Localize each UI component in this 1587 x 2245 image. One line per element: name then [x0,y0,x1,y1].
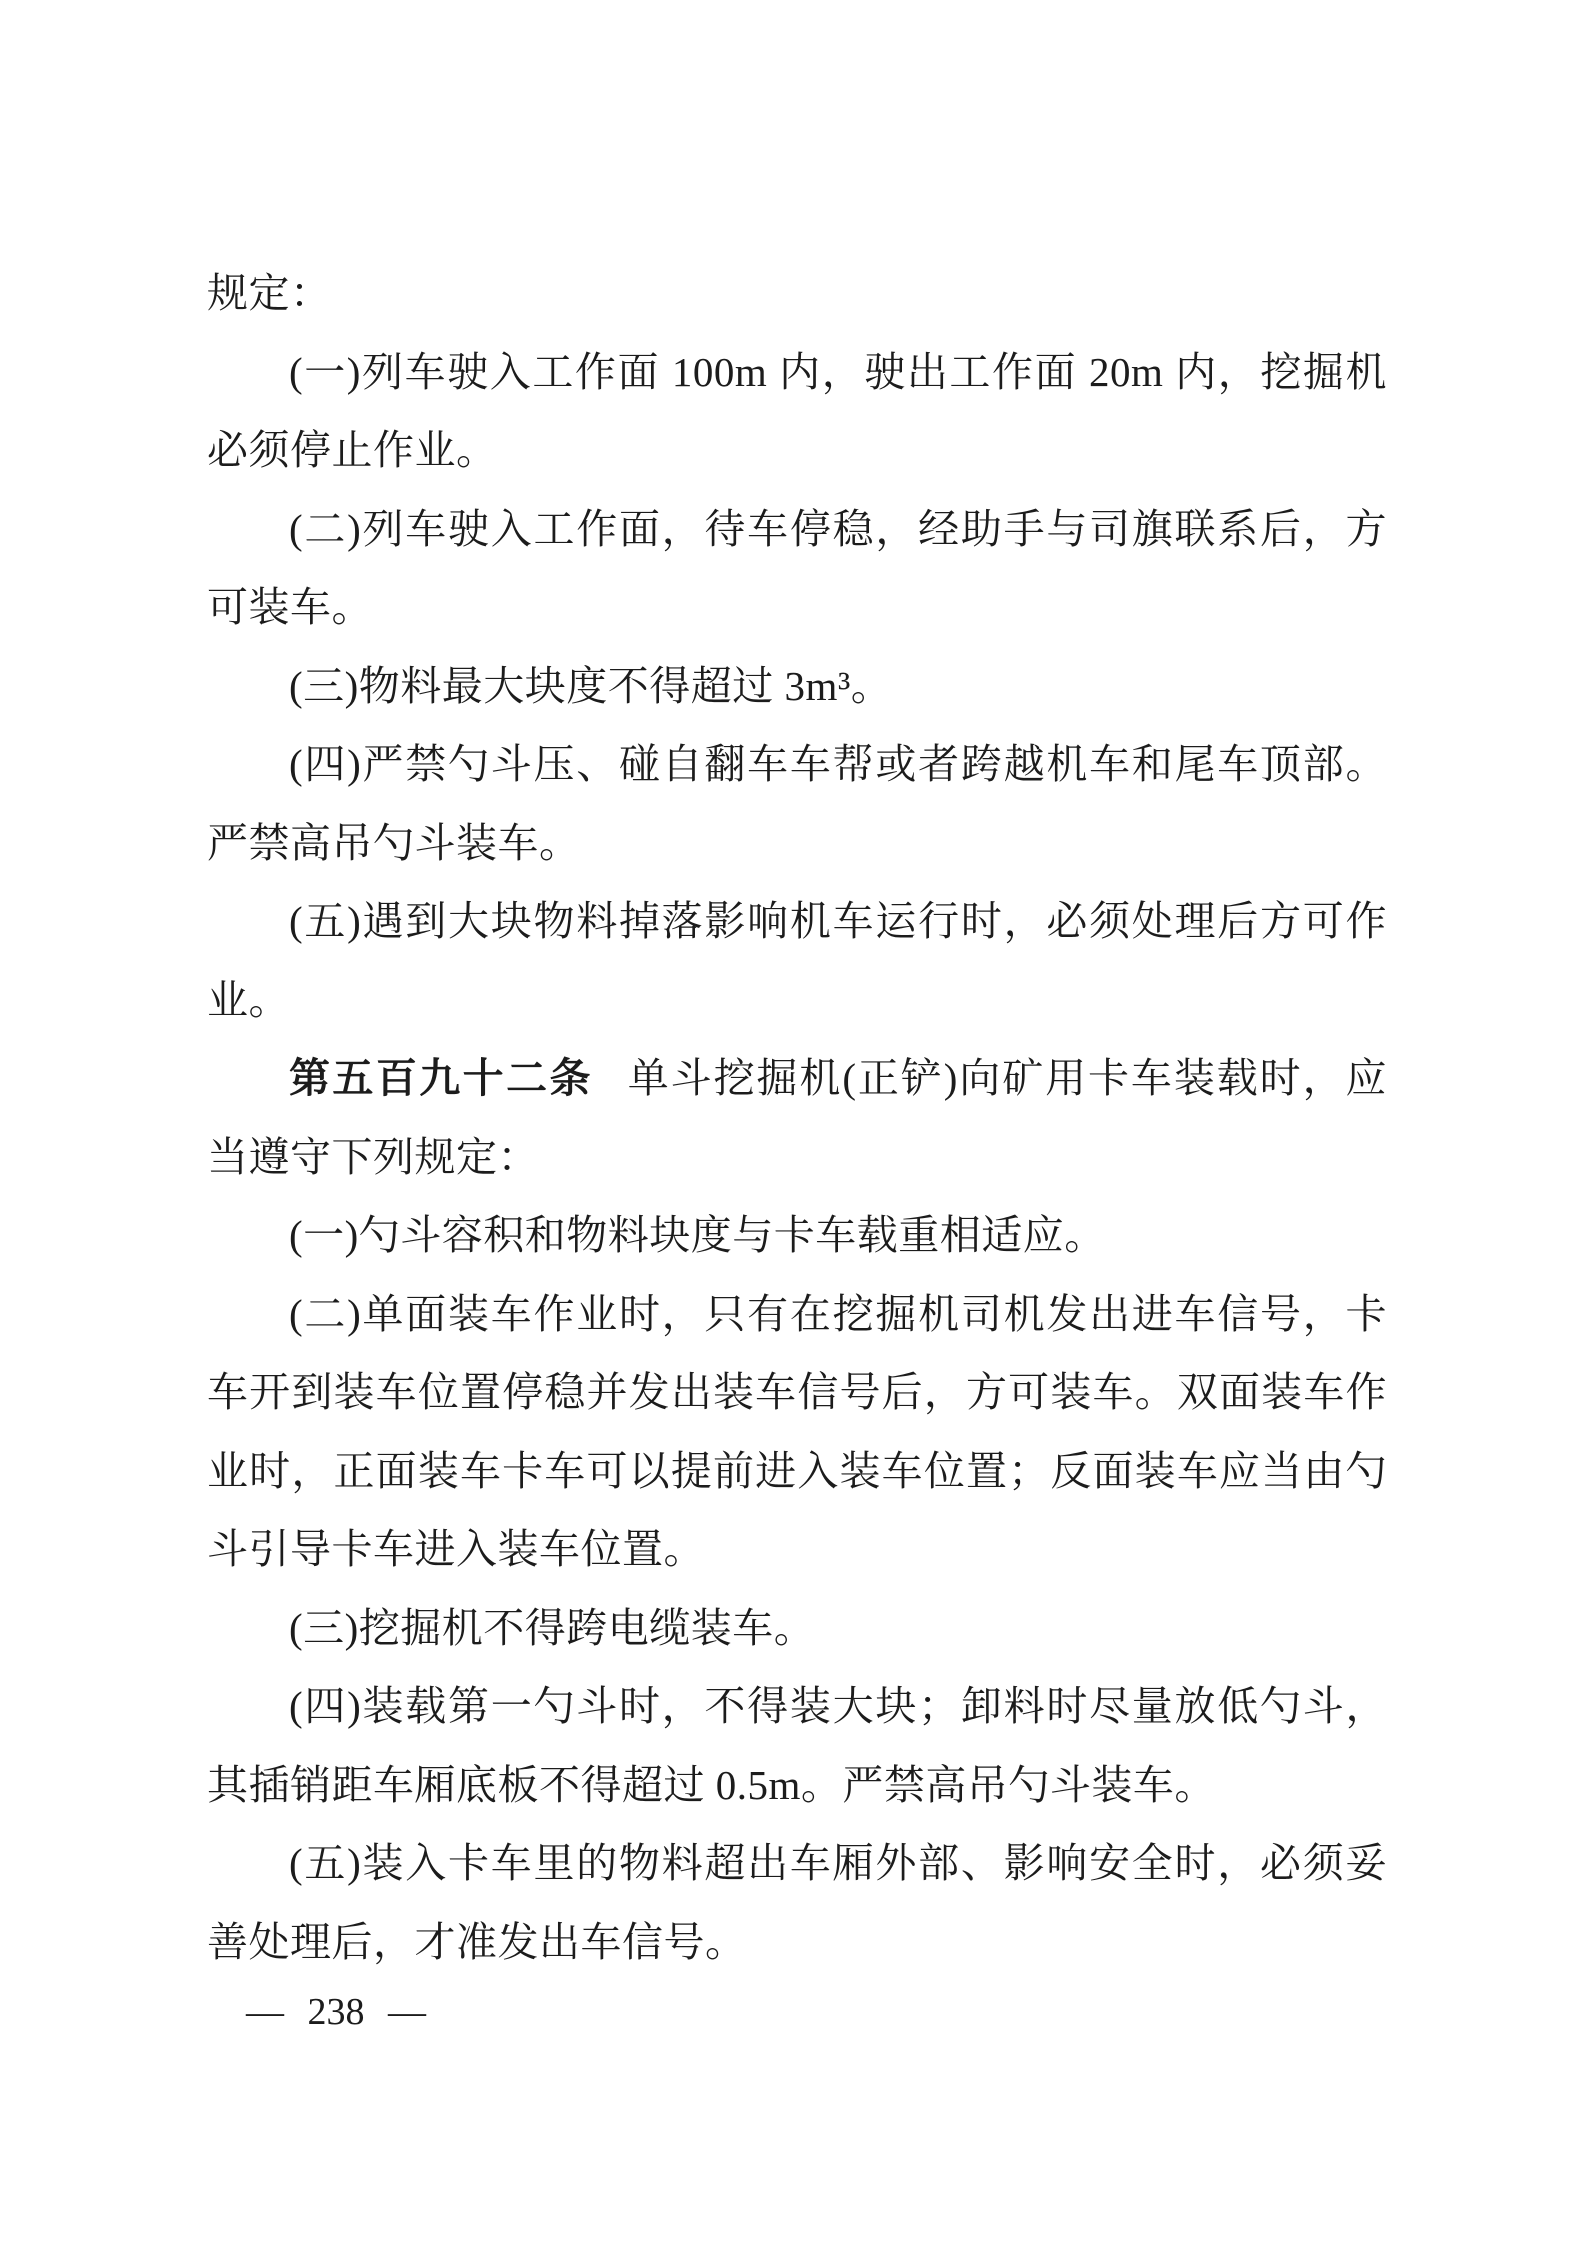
paragraph: (二)列车驶入工作面，待车停稳，经助手与司旗联系后，方可装车。 [207,505,1387,630]
paragraph: (五)遇到大块物料掉落影响机车运行时，必须处理后方可作业。 [207,898,1387,1023]
document-body [207,254,1387,1981]
article-number: 第五百九十二条 [289,1055,593,1101]
paragraph: (五)装入卡车里的物料超出车厢外部、影响安全时，必须妥善处理后，才准发出车信号。 [207,1840,1387,1965]
paragraph: (四)装载第一勺斗时，不得装大块；卸料时尽量放低勺斗，其插销距车厢底板不得超过 0.5m。严禁高吊勺斗装车。 [207,1683,1387,1808]
page-number: — 238 — [246,1991,426,2033]
paragraph-article [207,1039,1387,1196]
paragraph: (一)勺斗容积和物料块度与卡车载重相适应。 [289,1212,1106,1258]
article-text: 单斗挖掘机(正铲)向矿用卡车装载时，应当遵守下列规定： [207,1055,1388,1180]
paragraph: 规定： [207,270,332,316]
paragraph: (三)挖掘机不得跨电缆装车。 [289,1604,816,1651]
paragraph: (一)列车驶入工作面 100m 内，驶出工作面 20m 内，挖掘机必须停止作业。 [207,348,1387,473]
paragraph: (四)严禁勺斗压、碰自翻车车帮或者跨越机车和尾车顶部。严禁高吊勺斗装车。 [207,741,1387,866]
paragraph: (二)单面装车作业时，只有在挖掘机司机发出进车信号，卡车开到装车位置停稳并发出装车信号后，方可装车。双面装车作业时，正面装车卡车可以提前进入装车位置；反面装车应当由勺斗引导卡车进入装车位置。 [207,1290,1387,1572]
paragraph: (三)物料最大块度不得超过 3m³。 [289,662,893,709]
